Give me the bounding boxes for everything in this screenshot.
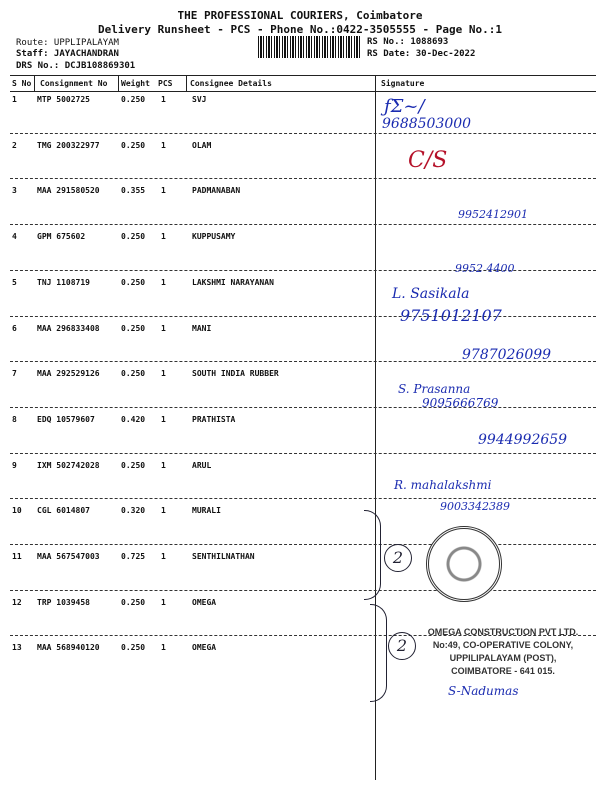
staff: Staff: JAYACHANDRAN — [16, 49, 119, 59]
row-separator — [10, 133, 596, 134]
rs-number: RS No.: 1088693 — [367, 37, 449, 47]
cell-weight: 0.420 — [121, 414, 146, 424]
cell-weight: 0.250 — [121, 597, 146, 607]
cell-sno: 8 — [12, 414, 17, 424]
cell-cons: MTP 5002725 — [37, 95, 90, 104]
cell-pcs: 1 — [161, 140, 166, 150]
cell-consignee: OMEGA — [192, 597, 217, 607]
cell-weight: 0.725 — [121, 552, 146, 561]
signature-12: 2 — [388, 632, 416, 660]
cell-consignee: MURALI — [192, 506, 221, 516]
cell-pcs: 1 — [161, 323, 166, 333]
signature-scribble: ƒΣ~/ — [384, 96, 425, 117]
cell-weight: 0.250 — [121, 140, 146, 150]
cell-sno: 12 — [12, 597, 22, 607]
route: Route: UPPLIPALAYAM — [16, 38, 119, 48]
cell-pcs: 1 — [161, 643, 166, 653]
cell-cons: MAA 291580520 — [37, 186, 100, 196]
signature-5-phone: 9751012107 — [400, 306, 502, 325]
cell-sno: 6 — [12, 323, 17, 333]
signature-10: 2 — [384, 544, 412, 572]
cell-pcs: 1 — [161, 460, 166, 470]
row-separator — [10, 407, 596, 408]
cell-sno: 13 — [12, 643, 22, 653]
col-header-weight: Weight — [121, 79, 150, 88]
company-address-3: COIMBATORE - 641 015. — [451, 666, 555, 676]
cell-pcs: 1 — [161, 186, 166, 196]
cell-weight: 0.250 — [121, 460, 146, 470]
signature-13: S-Nadumas — [448, 684, 519, 698]
cell-cons: GPM 675602 — [37, 232, 86, 242]
cell-consignee: OMEGA — [192, 643, 217, 653]
cell-weight: 0.250 — [121, 232, 146, 242]
signature-7-name: S. Prasanna — [398, 382, 471, 396]
bracket-12-13 — [370, 604, 387, 702]
title: THE PROFESSIONAL COURIERS, Coimbatore — [177, 9, 423, 22]
cell-pcs: 1 — [161, 552, 166, 561]
cell-cons: MAA 296833408 — [37, 323, 100, 333]
cell-consignee: ARUL — [192, 460, 212, 470]
col-header-pcs: PCS — [158, 79, 173, 88]
cell-weight: 0.250 — [121, 277, 146, 287]
cell-weight: 0.250 — [121, 369, 146, 379]
cell-weight: 0.250 — [121, 95, 146, 104]
signature-3: 9952412901 — [458, 208, 528, 221]
row-separator — [10, 544, 596, 545]
cell-sno: 1 — [12, 95, 17, 104]
signature-6: 9787026099 — [462, 347, 552, 363]
cell-pcs: 1 — [161, 95, 166, 104]
company-name: OMEGA CONSTRUCTION PVT LTD. — [427, 627, 579, 637]
signature-4: 9952 4400 — [455, 262, 515, 275]
signature-5-name: L. Sasikala — [392, 286, 470, 302]
cell-sno: 7 — [12, 369, 17, 379]
cell-cons: MAA 567547003 — [37, 552, 100, 561]
cell-sno: 10 — [12, 506, 22, 516]
cell-consignee: OLAM — [192, 140, 212, 150]
signature-1: 9688503000 — [382, 116, 472, 132]
row-separator — [10, 178, 596, 179]
cell-sno: 2 — [12, 140, 17, 150]
round-seal — [426, 526, 502, 602]
header-top-line — [10, 75, 596, 76]
cell-pcs: 1 — [161, 414, 166, 424]
row-separator — [10, 316, 596, 317]
cell-pcs: 1 — [161, 277, 166, 287]
cell-consignee: PADMANABAN — [192, 186, 241, 196]
subtitle: Delivery Runsheet - PCS - Phone No.:0422-3505555 - Page No.:1 — [98, 23, 502, 36]
cell-consignee: SVJ — [192, 95, 207, 104]
col-divider — [186, 75, 187, 91]
row-separator — [10, 453, 596, 454]
company-address-1: No:49, CO-OPERATIVE COLONY, — [432, 640, 574, 650]
cell-sno: 4 — [12, 232, 17, 242]
col-header-consignee: Consignee Details — [190, 79, 272, 88]
col-divider — [34, 75, 35, 91]
cell-consignee: LAKSHMI NARAYANAN — [192, 277, 274, 287]
cell-weight: 0.355 — [121, 186, 146, 196]
cell-cons: MAA 568940120 — [37, 643, 100, 653]
cell-weight: 0.320 — [121, 506, 146, 516]
cell-consignee: PRATHISTA — [192, 414, 236, 424]
col-header-sno: S No — [12, 79, 32, 88]
rs-date: RS Date: 30-Dec-2022 — [367, 49, 476, 59]
cell-sno: 5 — [12, 277, 17, 287]
col-divider — [118, 75, 119, 91]
cell-pcs: 1 — [161, 232, 166, 242]
cell-cons: EDQ 10579607 — [37, 414, 95, 424]
row-separator — [10, 590, 596, 591]
cell-consignee: MANI — [192, 323, 212, 333]
cell-consignee: KUPPUSAMY — [192, 232, 236, 242]
cell-sno: 9 — [12, 460, 17, 470]
header-bottom-line — [10, 91, 596, 92]
company-stamp — [408, 626, 598, 678]
signature-8: 9944992659 — [478, 432, 568, 448]
cell-sno: 3 — [12, 186, 17, 196]
barcode — [258, 36, 362, 58]
cell-weight: 0.250 — [121, 323, 146, 333]
cell-pcs: 1 — [161, 597, 166, 607]
signature-7-phone: 9095666769 — [422, 396, 499, 410]
bracket-10-11 — [364, 510, 381, 600]
signature-9-name: R. mahalakshmi — [394, 478, 492, 492]
cell-pcs: 1 — [161, 369, 166, 379]
row-separator — [10, 224, 596, 225]
cell-weight: 0.250 — [121, 643, 146, 653]
company-address-2: UPPILIPALAYAM (POST), — [449, 653, 557, 663]
cell-cons: CGL 6014807 — [37, 506, 90, 516]
col-header-signature: Signature — [381, 79, 425, 88]
cell-cons: MAA 292529126 — [37, 369, 100, 379]
cell-sno: 11 — [12, 552, 22, 561]
cell-consignee: SOUTH INDIA RUBBER — [192, 369, 279, 379]
drs-number: DRS No.: DCJB108869301 — [16, 61, 136, 71]
signature-9-phone: 9003342389 — [440, 500, 510, 513]
cell-consignee: SENTHILNATHAN — [192, 552, 255, 561]
cell-cons: IXM 502742028 — [37, 460, 100, 470]
cell-cons: TMG 200322977 — [37, 140, 100, 150]
signature-2: C/S — [408, 148, 448, 173]
cell-pcs: 1 — [161, 506, 166, 516]
cell-cons: TNJ 1108719 — [37, 277, 90, 287]
col-header-consignment: Consignment No — [40, 79, 108, 88]
cell-cons: TRP 1039458 — [37, 597, 90, 607]
